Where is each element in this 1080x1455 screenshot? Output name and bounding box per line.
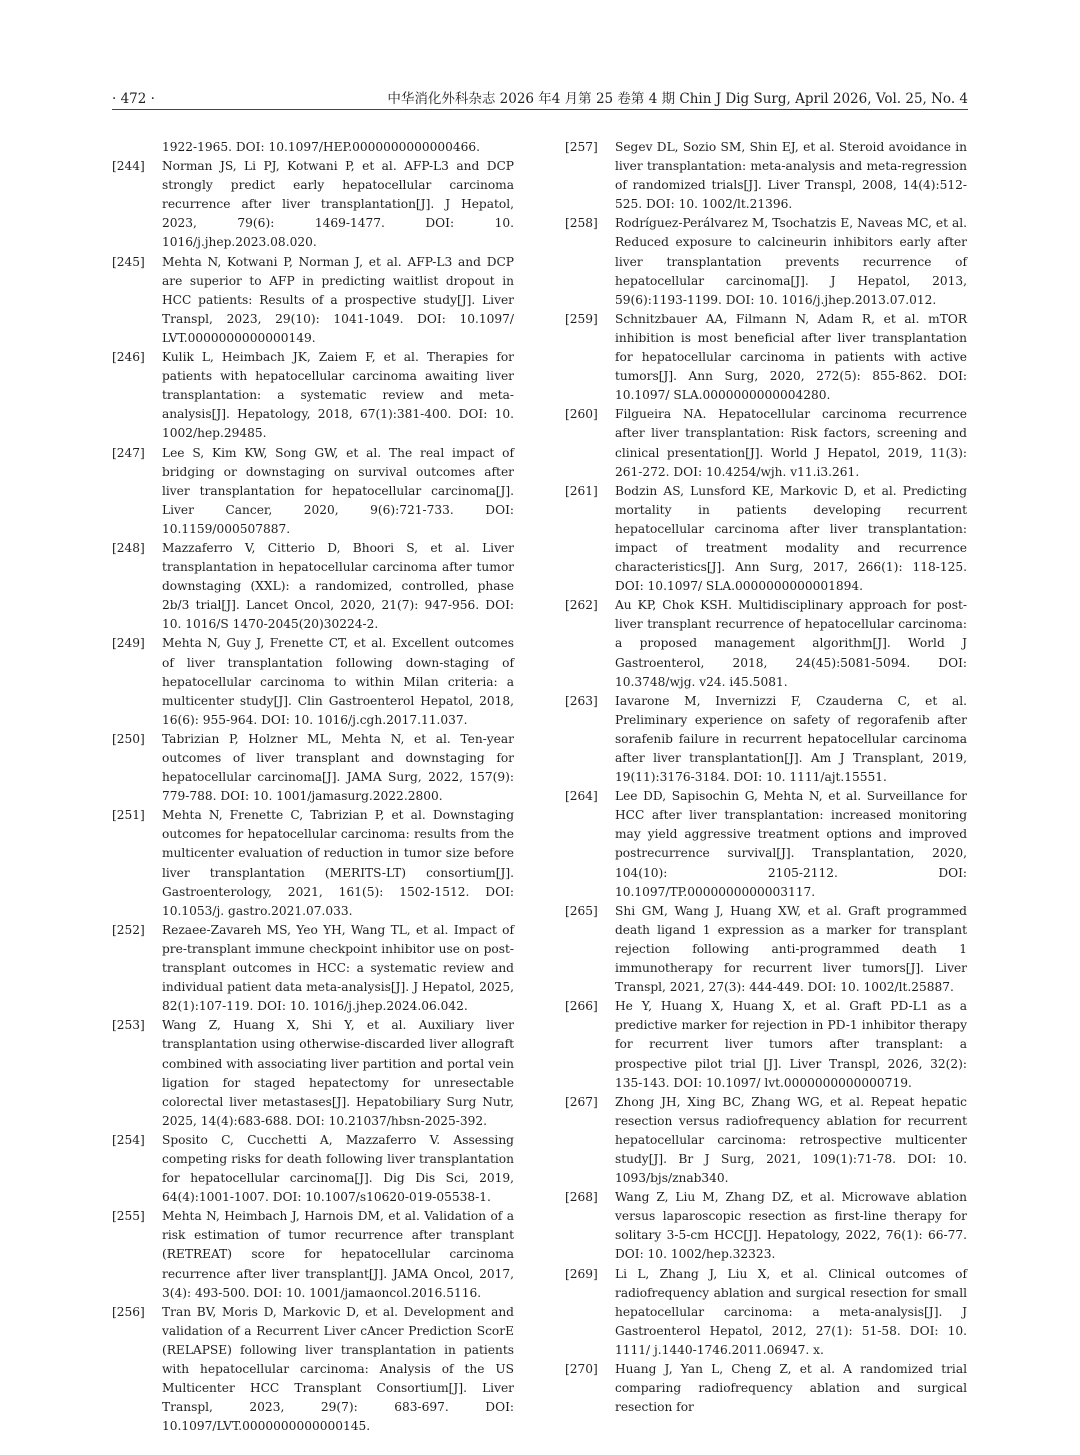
reference-text: Segev DL, Sozio SM, Shin EJ, et al. Steroid avoidance in liver transplantation: meta-analysis and meta-regression of randomized trials[J]. Liver Transpl, 2008, 14(4):512-525. DOI: 10. 1002/lt.21396. bbox=[615, 140, 967, 212]
reference-entry bbox=[565, 692, 967, 787]
reference-text: Sposito C, Cucchetti A, Mazzaferro V. Assessing competing risks for death following liver transplantation for hepatocellular carcinoma[J]. Dig Dis Sci, 2019, 64(4):1001-1007. DOI: 10.1007/s10620-019-05538-1. bbox=[162, 1132, 514, 1205]
reference-entry bbox=[112, 157, 514, 252]
reference-number: [256] bbox=[112, 1304, 145, 1319]
reference-text: Rezaee-Zavareh MS, Yeo YH, Wang TL, et al. Impact of pre-transplant immune checkpoint inhibitor use on post-transplant outcomes in HCC: a systematic review and individual patient data meta-analysis[J]. J Hepatol, 2025, 82(1):107-119. DOI: 10. 1016/j.jhep.2024.06.042. bbox=[162, 922, 514, 1014]
reference-text: Iavarone M, Invernizzi F, Czauderna C, et al. Preliminary experience on safety of regorafenib after sorafenib failure in recurrent hepatocellular carcinoma after liver transplantation[J]. Am J Transplant, 2019, 19(11):3176-3184. DOI: 10. 1111/ajt.15551. bbox=[615, 693, 967, 785]
reference-entry bbox=[565, 997, 967, 1092]
reference-number: [263] bbox=[565, 693, 598, 708]
reference-text: Wang Z, Huang X, Shi Y, et al. Auxiliary liver transplantation using otherwise-discarded liver allograft combined with associating liver partition and portal vein ligation for staged hepatectomy for unresectable colorectal liver metastases[J]. Hepatobiliary Surg Nutr, 2025, 14(4):683-688. DOI: 10.21037/hbsn-2025-392. bbox=[162, 1018, 514, 1128]
reference-text: Au KP, Chok KSH. Multidisciplinary approach for post-liver transplant recurrence of hepatocellular carcinoma: a proposed management algorithm[J]. World J Gastroenterol, 2018, 24(45):5081-5094. DOI: 10.3748/wjg. v24. i45.5081. bbox=[615, 598, 967, 689]
running-header bbox=[112, 84, 968, 108]
reference-number: [249] bbox=[112, 636, 145, 651]
reference-text: Kulik L, Heimbach JK, Zaiem F, et al. Therapies for patients with hepatocellular carcinoma awaiting liver transplantation: a systematic review and meta-analysis[J]. Hepatology, 2018, 67(1):381-400. DOI: 10. 1002/hep.29485. bbox=[162, 350, 514, 441]
left-reference-list bbox=[112, 157, 514, 1436]
reference-number: [264] bbox=[565, 789, 598, 804]
reference-entry bbox=[112, 806, 514, 921]
reference-number: [258] bbox=[565, 216, 598, 231]
reference-entry bbox=[112, 253, 514, 348]
reference-number: [266] bbox=[565, 999, 598, 1014]
reference-number: [246] bbox=[112, 350, 145, 365]
reference-number: [265] bbox=[565, 903, 598, 918]
reference-text: Tran BV, Moris D, Markovic D, et al. Development and validation of a Recurrent Liver cAncer Prediction ScorE (RELAPSE) following liver transplantation in patients with hepatocellular carcinoma: Analysis of the US Multicenter HCC Transplant Consortium[J]. Liver Transpl, 2023, 29(7): 683-697. DOI: 10.1097/LVT.0000000000000145. bbox=[162, 1304, 514, 1434]
reference-entry bbox=[112, 539, 514, 634]
reference-entry bbox=[565, 482, 967, 597]
reference-text: Shi GM, Wang J, Huang XW, et al. Graft programmed death ligand 1 expression as a marker for transplant rejection following anti-programmed death 1 immunotherapy for recurrent liver tumors[J]. Liver Transpl, 2021, 27(3): 444-449. DOI: 10. 1002/lt.25887. bbox=[615, 903, 967, 995]
journal-citation-line: 中华消化外科杂志 2026 年4 月第 25 卷第 4 期 Chin J Dig Surg, April 2026, Vol. 25, No. 4 bbox=[387, 91, 968, 107]
right-reference-list bbox=[565, 138, 967, 1417]
reference-number: [245] bbox=[112, 254, 145, 269]
reference-number: [250] bbox=[112, 731, 145, 746]
reference-number: [269] bbox=[565, 1266, 598, 1281]
reference-entry bbox=[565, 405, 967, 481]
reference-entry bbox=[112, 730, 514, 806]
reference-number: [244] bbox=[112, 159, 145, 174]
reference-text: Mazzaferro V, Citterio D, Bhoori S, et al. Liver transplantation in hepatocellular carcinoma after tumor downstaging (XXL): a randomized, controlled, phase 2b/3 trial[J]. Lancet Oncol, 2020, 21(7): 947-956. DOI: 10. 1016/S 1470-2045(20)30224-2. bbox=[162, 540, 514, 632]
reference-number: [251] bbox=[112, 808, 145, 823]
header-rule bbox=[112, 109, 968, 110]
reference-entry bbox=[565, 1093, 967, 1188]
reference-number: [254] bbox=[112, 1132, 145, 1147]
reference-entry bbox=[112, 348, 514, 443]
reference-text: Bodzin AS, Lunsford KE, Markovic D, et al. Predicting mortality in patients developing recurrent hepatocellular carcinoma after liver transplantation: impact of treatment modality and recurrence characteristics[J]. Ann Surg, 2017, 266(1): 118-125. DOI: 10.1097/ SLA.0000000000001894. bbox=[615, 483, 967, 594]
reference-number: [259] bbox=[565, 311, 598, 326]
reference-entry bbox=[112, 634, 514, 729]
right-reference-column bbox=[565, 138, 967, 1417]
reference-number: [257] bbox=[565, 140, 598, 154]
reference-text: Norman JS, Li PJ, Kotwani P, et al. AFP-L3 and DCP strongly predict early hepatocellular carcinoma recurrence after liver transplantation[J]. J Hepatol, 2023, 79(6): 1469-1477. DOI: 10. 1016/j.jhep.2023.08.020. bbox=[162, 159, 514, 250]
reference-text: Wang Z, Liu M, Zhang DZ, et al. Microwave ablation versus laparoscopic resection as first-line therapy for solitary 3-5-cm HCC[J]. Hepatology, 2022, 76(1): 66-77. DOI: 10. 1002/hep.32323. bbox=[615, 1190, 967, 1262]
reference-text: Lee DD, Sapisochin G, Mehta N, et al. Surveillance for HCC after liver transplantation: increased monitoring may yield aggressive treatment options and improved postrecurrence survival[J]. Transplantation, 2020, 104(10): 2105-2112. DOI: 10.1097/TP.0000000000003117. bbox=[615, 789, 967, 899]
reference-entry bbox=[112, 1207, 514, 1302]
reference-text: Filgueira NA. Hepatocellular carcinoma recurrence after liver transplantation: Risk factors, screening and clinical presentation[J]. World J Hepatol, 2019, 11(3): 261-272. DOI: 10.4254/wjh. v11.i3.261. bbox=[615, 407, 967, 479]
reference-entry bbox=[565, 1265, 967, 1360]
reference-number: [270] bbox=[565, 1362, 598, 1376]
reference-entry bbox=[565, 1188, 967, 1264]
reference-entry bbox=[112, 1016, 514, 1131]
reference-entry bbox=[565, 138, 967, 214]
reference-entry bbox=[112, 1131, 514, 1207]
reference-number: [261] bbox=[565, 483, 598, 498]
reference-entry bbox=[565, 596, 967, 691]
reference-text: Mehta N, Guy J, Frenette CT, et al. Excellent outcomes of liver transplantation following down-staging of hepatocellular carcinoma to within Milan criteria: a multicenter study[J]. Clin Gastroenterol Hepatol, 2018, 16(6): 955-964. DOI: 10. 1016/j.cgh.2017.11.037. bbox=[162, 636, 514, 727]
reference-number: [268] bbox=[565, 1190, 598, 1205]
reference-number: [267] bbox=[565, 1094, 598, 1109]
reference-entry bbox=[112, 444, 514, 539]
reference-number: [248] bbox=[112, 540, 145, 555]
reference-text: Tabrizian P, Holzner ML, Mehta N, et al. Ten-year outcomes of liver transplant and downstaging for hepatocellular carcinoma[J]. JAMA Surg, 2022, 157(9): 779-788. DOI: 10. 1001/jamasurg.2022.2800. bbox=[162, 731, 514, 804]
reference-number: [262] bbox=[565, 598, 598, 613]
reference-number: [252] bbox=[112, 922, 145, 937]
reference-text: Mehta N, Frenette C, Tabrizian P, et al. Downstaging outcomes for hepatocellular carcinoma: results from the multicenter evaluation of reduction in tumor size before liver transplantation (MERITS-LT) consortium[J]. Gastroenterology, 2021, 161(5): 1502-1512. DOI: 10.1053/j. gastro.2021.07.033. bbox=[162, 808, 514, 918]
reference-text: Li L, Zhang J, Liu X, et al. Clinical outcomes of radiofrequency ablation and surgical resection for small hepatocellular carcinoma: a meta-analysis[J]. J Gastroenterol Hepatol, 2012, 27(1): 51-58. DOI: 10. 1111/ j.1440-1746.2011.06947. x. bbox=[615, 1266, 967, 1357]
reference-text: Schnitzbauer AA, Filmann N, Adam R, et al. mTOR inhibition is most beneficial after liver transplantation for hepatocellular carcinoma in patients with active tumors[J]. Ann Surg, 2020, 272(5): 855-862. DOI: 10.1097/ SLA.0000000000004280. bbox=[615, 311, 967, 403]
reference-number: [253] bbox=[112, 1018, 145, 1033]
reference-number: [260] bbox=[565, 407, 598, 422]
reference-text: Huang J, Yan L, Cheng Z, et al. A randomized trial comparing radiofrequency ablation and surgical resection for bbox=[615, 1362, 967, 1415]
reference-text: Rodríguez-Perálvarez M, Tsochatzis E, Naveas MC, et al. Reduced exposure to calcineurin inhibitors early after liver transplantation prevents recurrence of hepatocellular carcinoma[J]. J Hepatol, 2013, 59(6):1193-1199. DOI: 10. 1016/j.jhep.2013.07.012. bbox=[615, 216, 967, 307]
reference-entry bbox=[565, 310, 967, 405]
reference-number: [255] bbox=[112, 1209, 145, 1224]
reference-text: Lee S, Kim KW, Song GW, et al. The real impact of bridging or downstaging on survival outcomes after liver transplantation for hepatocellular carcinoma[J]. Liver Cancer, 2020, 9(6):721-733. DOI: 10.1159/000507887. bbox=[162, 445, 514, 536]
reference-text: Mehta N, Kotwani P, Norman J, et al. AFP-L3 and DCP are superior to AFP in predicting waitlist dropout in HCC patients: Results of a prospective study[J]. Liver Transpl, 2023, 29(10): 1041-1049. DOI: 10.1097/ LVT.0000000000000149. bbox=[162, 254, 514, 345]
reference-entry bbox=[112, 921, 514, 1016]
reference-text: Mehta N, Heimbach J, Harnois DM, et al. Validation of a risk estimation of tumor recurrence after transplant (RETREAT) score for hepatocellular carcinoma recurrence after liver transplant[J]. JAMA Oncol, 2017, 3(4): 493-500. DOI: 10. 1001/jamaoncol.2016.5116. bbox=[162, 1209, 514, 1300]
reference-continuation: 1922-1965. DOI: 10.1097/HEP.0000000000000466. bbox=[162, 140, 481, 154]
reference-entry bbox=[565, 214, 967, 309]
left-reference-column bbox=[112, 138, 514, 1436]
reference-number: [247] bbox=[112, 445, 145, 460]
reference-entry bbox=[565, 902, 967, 997]
page-number: · 472 · bbox=[112, 91, 155, 107]
reference-entry bbox=[565, 1360, 967, 1417]
reference-entry bbox=[565, 787, 967, 902]
reference-text: Zhong JH, Xing BC, Zhang WG, et al. Repeat hepatic resection versus radiofrequency ablation for recurrent hepatocellular carcinoma: retrospective multicenter study[J]. Br J Surg, 2021, 109(1):71-78. DOI: 10. 1093/bjs/znab340. bbox=[615, 1094, 967, 1186]
reference-entry bbox=[112, 1303, 514, 1437]
reference-text: He Y, Huang X, Huang X, et al. Graft PD-L1 as a predictive marker for rejection in PD-1 inhibitor therapy for recurrent liver tumors after transplant: a prospective pilot trial [J]. Liver Transpl, 2026, 32(2): 135-143. DOI: 10.1097/ lvt.0000000000000719. bbox=[615, 999, 967, 1090]
